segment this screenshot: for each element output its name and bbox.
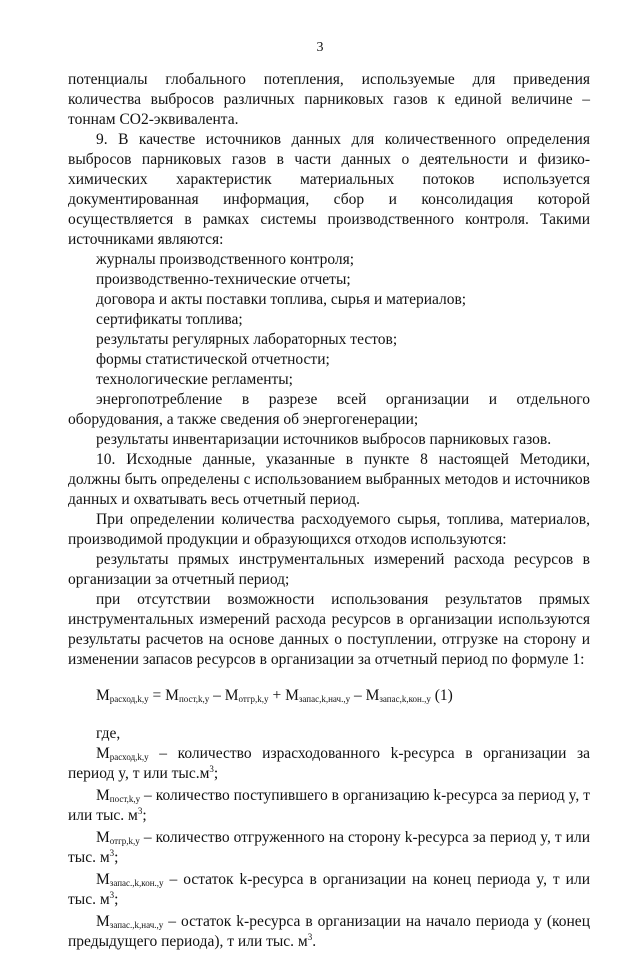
paragraph-10: 10. Исходные данные, указанные в пункте 8 настоящей Методики, должны быть определены с использованием выбранных методов и источников данных и охватывать весь отчетный период.: [68, 451, 590, 508]
paragraph-determination: При определении количества расходуемого сырья, топлива, материалов, производимой продукции и образующихся отходов используются:: [68, 511, 590, 548]
formula-1: $M_{расход,k,y} = M_{пост,k,y} - M_{отгр,k,y} + M_{запас,k,нач.,y} - M_{запас,k,кон.,y}$ (1): [96, 687, 453, 704]
source-item: производственно-технические отчеты;: [96, 271, 351, 288]
document-body: [68, 70, 590, 954]
paragraph-measurement-results: результаты прямых инструментальных измерений расхода ресурсов в организации за отчетный период;: [68, 551, 590, 588]
source-item: сертификаты топлива;: [96, 311, 243, 328]
definition-rashod: $M_{расход,k,y}$ – количество израсходованного k-ресурса в организации за период y, т или $тыс.м^3$;: [68, 745, 590, 782]
definition-zapas-nach: $M_{запас.,k,нач.,y}$ – остаток k-ресурса в организации на начало периода y (конец предыдущего периода), т или тыс. $м^3$.: [68, 913, 590, 950]
where-label: где,: [96, 725, 121, 742]
definition-zapas-kon: $M_{запас.,k,кон.,y}$ – остаток k-ресурса в организации на конец периода y, т или тыс. $м^3$;: [68, 871, 590, 908]
definition-otgr: $M_{отгр,k,y}$ – количество отгруженного на сторону k-ресурса за период y, т или тыс. $м^3$;: [68, 829, 590, 866]
paragraph-inventory: результаты инвентаризации источников выбросов парниковых газов.: [96, 431, 552, 448]
paragraph-intro: потенциалы глобального потепления, используемые для приведения количества выбросов различных парниковых газов к единой величине – тоннам CO2-эквивалента.: [68, 71, 590, 128]
paragraph-absence: при отсутствии возможности использования результатов прямых инструментальных измерений расхода ресурсов в организации используются результаты расчетов на основе данных о поступлении, отгрузке на сторону и изменении запасов ресурсов в организации за отчетный период по формуле 1:: [68, 591, 590, 668]
page-number: 3: [316, 40, 324, 55]
paragraph-energy: энергопотребление в разрезе всей организации и отдельного оборудования, а также сведения об энергогенерации;: [68, 391, 590, 428]
paragraph-9: 9. В качестве источников данных для количественного определения выбросов парниковых газов в части данных о деятельности и физико-химических характеристик материальных потоков используется документированная информация, сбор и консолидация которой осуществляется в рамках системы производственного контроля. Такими источниками являются:: [68, 131, 590, 248]
source-item: журналы производственного контроля;: [96, 251, 355, 268]
source-item: результаты регулярных лабораторных тестов;: [96, 331, 398, 348]
definition-post: $M_{пост,k,y}$ – количество поступившего в организацию k-ресурса за период y, т или тыс. $м^3$;: [68, 787, 590, 824]
source-item: договора и акты поставки топлива, сырья и материалов;: [96, 291, 467, 308]
source-item: формы статистической отчетности;: [96, 351, 330, 368]
source-item: технологические регламенты;: [96, 371, 293, 388]
